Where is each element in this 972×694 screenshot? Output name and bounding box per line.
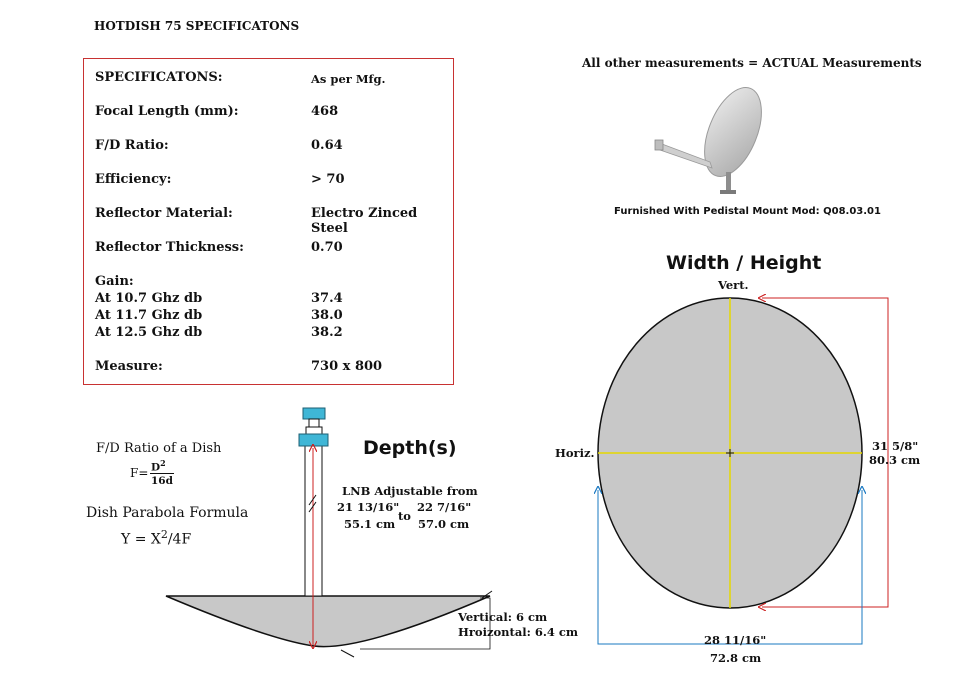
- height-inches: 31 5/8": [872, 439, 919, 453]
- horiz-label: Horiz.: [555, 446, 595, 460]
- spec-label-focal: Focal Length (mm):: [95, 104, 239, 119]
- width-inches: 28 11/16": [704, 633, 767, 647]
- horizontal-depth-label: Hroizontal: 6.4 cm: [458, 625, 579, 639]
- lnb-neck: [309, 419, 319, 427]
- spec-label-material: Reflector Material:: [95, 206, 233, 221]
- spec-value-gain-117: 38.0: [311, 308, 343, 323]
- spec-value-gain-125: 38.2: [311, 325, 343, 340]
- spec-value-focal: 468: [311, 104, 339, 119]
- spec-label-measure: Measure:: [95, 359, 163, 374]
- spec-label-gain-125: At 12.5 Ghz db: [95, 325, 203, 340]
- fd-formula-denominator: 16d: [151, 475, 173, 487]
- parabola-formula: $Y = X^2/4F$: [121, 528, 192, 548]
- spec-value-efficiency: > 70: [311, 172, 345, 187]
- depth-to-inches: 22 7/16": [417, 500, 472, 514]
- vertical-depth-label: Vertical: 6 cm: [458, 610, 548, 624]
- depth-from-inches: 21 13/16": [337, 500, 400, 514]
- spec-value-fd: 0.64: [311, 138, 343, 153]
- spec-value-material: Electro Zinced Steel: [311, 206, 418, 236]
- lnb-adjust-label: LNB Adjustable from: [342, 484, 478, 498]
- measurement-note: All other measurements = ACTUAL Measurements: [582, 56, 922, 70]
- width-height-diagram: [598, 298, 888, 644]
- lnb-bottom: [299, 434, 328, 446]
- spec-value-measure: 730 x 800: [311, 359, 383, 374]
- rim-pointer-bottom: [341, 650, 354, 657]
- spec-header-value: As per Mfg.: [311, 72, 386, 86]
- depth-to-word: to: [398, 509, 411, 523]
- dish-profile: [166, 596, 490, 647]
- spec-label-thickness: Reflector Thickness:: [95, 240, 244, 255]
- height-cm: 80.3 cm: [869, 453, 921, 467]
- satellite-dish-picture: [655, 79, 773, 194]
- spec-label-gain-117: At 11.7 Ghz db: [95, 308, 203, 323]
- width-cm: 72.8 cm: [710, 651, 762, 665]
- vert-label: Vert.: [718, 278, 749, 292]
- spec-label-gain: Gain:: [95, 274, 134, 289]
- lnb-top: [303, 408, 325, 419]
- fd-formula-lhs: F=: [130, 466, 149, 480]
- spec-value-gain-107: 37.4: [311, 291, 343, 306]
- depth-from-cm: 55.1 cm: [344, 517, 396, 531]
- spec-header-label: SPECIFICATONS:: [95, 70, 223, 85]
- lnb-mid: [306, 427, 322, 434]
- depth-title: Depth(s): [363, 437, 457, 459]
- spec-value-thickness: 0.70: [311, 240, 343, 255]
- width-height-title: Width / Height: [666, 252, 822, 274]
- spec-label-gain-107: At 10.7 Ghz db: [95, 291, 203, 306]
- spec-label-fd: F/D Ratio:: [95, 138, 169, 153]
- spec-label-efficiency: Efficiency:: [95, 172, 172, 187]
- fd-formula-numerator: $D^2$: [151, 458, 166, 474]
- page-title: HOTDISH 75 SPECIFICATONS: [94, 19, 300, 33]
- mount-caption: Furnished With Pedistal Mount Mod: Q08.03.01: [614, 206, 881, 217]
- parabola-title: Dish Parabola Formula: [86, 505, 249, 521]
- depth-to-cm: 57.0 cm: [418, 517, 470, 531]
- fd-ratio-title: F/D Ratio of a Dish: [96, 441, 222, 456]
- fraction-bar: [150, 473, 174, 474]
